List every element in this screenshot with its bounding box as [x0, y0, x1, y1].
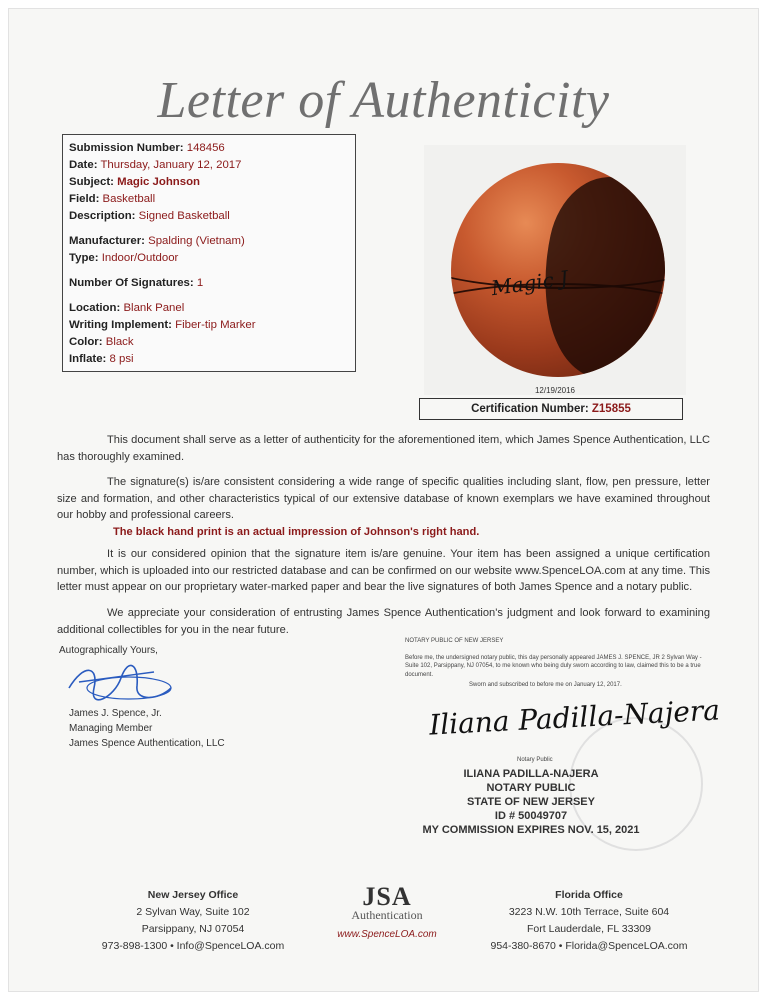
notary-stamp: ILIANA PADILLA-NAJERA NOTARY PUBLIC STATE OF NEW JERSEY ID # 50049707 MY COMMISSION EXPIRES NOV. 15, 2021	[422, 768, 640, 836]
basketball-image	[451, 163, 665, 377]
detail-row: Inflate: 8 psi	[69, 353, 134, 365]
signature-block	[59, 643, 225, 751]
paragraph-1: This document shall serve as a letter of authenticity for the aforementioned item, which James Spence Authentication, LLC has thoroughly examined.	[57, 434, 710, 463]
detail-row: Number Of Signatures: 1	[69, 277, 204, 289]
detail-row: Submission Number: 148456	[69, 142, 225, 154]
nj-office: New Jersey Office 2 Sylvan Way, Suite 102 Parsippany, NJ 07054 973-898-1300 • Info@SpenceLOA.com	[101, 889, 285, 952]
fl-office: Florida Office 3223 N.W. 10th Terrace, Suite 604 Fort Lauderdale, FL 33309 954-380-8670 • Florida@SpenceLOA.com	[490, 889, 688, 952]
paragraph-2: The signature(s) is/are consistent considering a wide range of specific qualities including slant, flow, pen pressure, letter size and formation, and other characteristics typical of our extensive database of known exemplars we have examined throughout our hobby and professional careers.	[57, 476, 710, 522]
photo-date: 12/19/2016	[534, 386, 576, 395]
website-link[interactable]: www.SpenceLOA.com	[337, 929, 437, 940]
paragraph-3: It is our considered opinion that the signature item is/are genuine. Your item has been assigned a unique certification number, which is uploaded into our restricted database and can be confirmed on our website www.SpenceLOA.com at any time. This letter must appear on our proprietary water-marked paper and bear the live signatures of both James Spence and a notary public.	[57, 548, 710, 594]
detail-row: Description: Signed Basketball	[69, 210, 230, 222]
detail-row: Color: Black	[69, 336, 134, 348]
detail-row: Manufacturer: Spalding (Vietnam)	[69, 235, 245, 247]
handprint-note: The black hand print is an actual impression of Johnson's right hand.	[113, 526, 480, 538]
jsa-logo: JSA Authentication www.SpenceLOA.com	[329, 882, 445, 940]
certification-number: Certification Number: Z15855	[419, 398, 683, 420]
detail-row: Subject: Magic Johnson	[69, 176, 201, 188]
detail-row: Writing Implement: Fiber-tip Marker	[69, 319, 256, 331]
page-title: Letter of Authenticity	[157, 72, 610, 129]
detail-row: Date: Thursday, January 12, 2017	[69, 159, 242, 171]
item-photo	[424, 145, 686, 395]
notary-text: Before me, the undersigned notary public, this day personally appeared JAMES J. SPENCE, JR 2 Sylvan Way - Suite 102, Parsippany, NJ 07054, to me known who being duly sworn according to law, claimed this to be a true document.	[405, 654, 702, 678]
signer-role: Managing Member	[69, 723, 153, 734]
detail-row: Type: Indoor/Outdoor	[69, 252, 179, 264]
detail-row: Field: Basketball	[69, 193, 156, 205]
notary-heading: NOTARY PUBLIC OF NEW JERSEY	[405, 638, 504, 644]
letter-page	[8, 8, 759, 992]
notary-public-label: Notary Public	[517, 756, 553, 763]
notary-signature-image: Iliana Padilla-Najera	[428, 693, 721, 742]
paragraph-4: We appreciate your consideration of entrusting James Spence Authentication's judgment and look forward to examining additional collectibles for you in the near future.	[57, 607, 710, 636]
signer-company: James Spence Authentication, LLC	[69, 738, 225, 749]
autograph-image: Magic J	[489, 265, 570, 301]
closing-text: Autographically Yours,	[59, 645, 158, 656]
signer-name: James J. Spence, Jr.	[69, 708, 162, 719]
notary-sworn: Sworn and subscribed to before me on January 12, 2017.	[469, 682, 622, 688]
item-details-box	[62, 134, 356, 372]
spence-signature-image	[59, 658, 189, 706]
detail-row: Location: Blank Panel	[69, 302, 185, 314]
